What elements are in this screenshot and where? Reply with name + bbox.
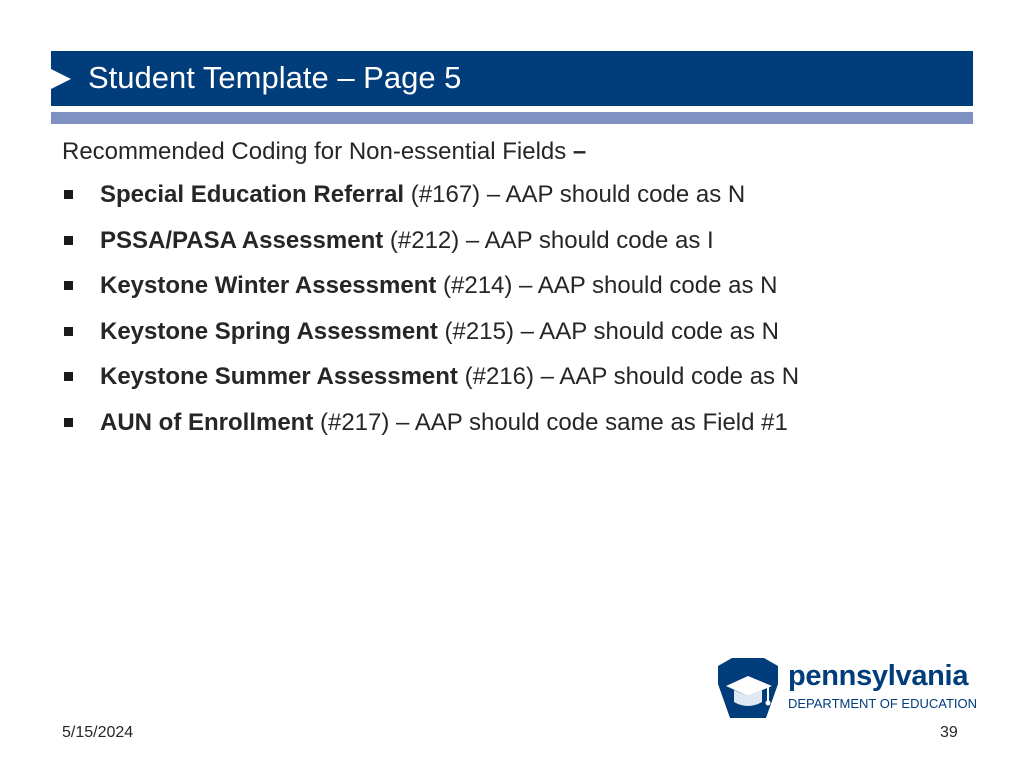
list-item: [62, 263, 962, 309]
field-coding: (#216) – AAP should code as N: [457, 363, 800, 390]
square-bullet-icon: [64, 327, 73, 336]
page-number: 39: [940, 724, 958, 741]
field-name: Keystone Winter Assessment: [100, 272, 437, 299]
square-bullet-icon: [64, 190, 73, 199]
keystone-graduation-cap-icon: [716, 656, 780, 720]
field-coding: (#217) – AAP should code same as Field #1: [313, 408, 788, 436]
title-bar: [51, 51, 973, 106]
field-coding: (#212) – AAP should code as I: [383, 226, 714, 254]
field-name: Special Education Referral: [100, 181, 405, 208]
field-name: AUN of Enrollment: [100, 408, 314, 436]
accent-bar: [51, 112, 973, 124]
square-bullet-icon: [64, 236, 73, 245]
intro-text: Recommended Coding for Non-essential Fields: [62, 138, 567, 165]
slide-title: Student Template – Page 5: [88, 60, 462, 95]
logo-name: pennsylvania: [788, 660, 969, 692]
list-item: [62, 400, 962, 446]
title-arrow-icon: [51, 69, 71, 89]
field-name: Keystone Summer Assessment: [100, 363, 458, 390]
list-item: [62, 309, 962, 355]
square-bullet-icon: [64, 281, 73, 290]
list-item: [62, 172, 962, 218]
field-list: [62, 172, 962, 445]
field-coding: (#214) – AAP should code as N: [436, 272, 778, 299]
list-item: [62, 218, 962, 264]
logo-subtitle: DEPARTMENT OF EDUCATION: [788, 696, 977, 711]
pa-education-logo: [716, 656, 978, 720]
field-coding: (#215) – AAP should code as N: [437, 317, 779, 345]
field-name: Keystone Spring Assessment: [100, 317, 438, 345]
square-bullet-icon: [64, 418, 73, 427]
intro-line: [62, 132, 962, 172]
field-coding: (#167) – AAP should code as N: [404, 181, 746, 208]
square-bullet-icon: [64, 372, 73, 381]
field-name: PSSA/PASA Assessment: [100, 226, 384, 254]
footer-date: 5/15/2024: [62, 724, 134, 741]
slide-content: [62, 132, 962, 445]
list-item: [62, 354, 962, 400]
intro-dash: –: [572, 138, 587, 165]
